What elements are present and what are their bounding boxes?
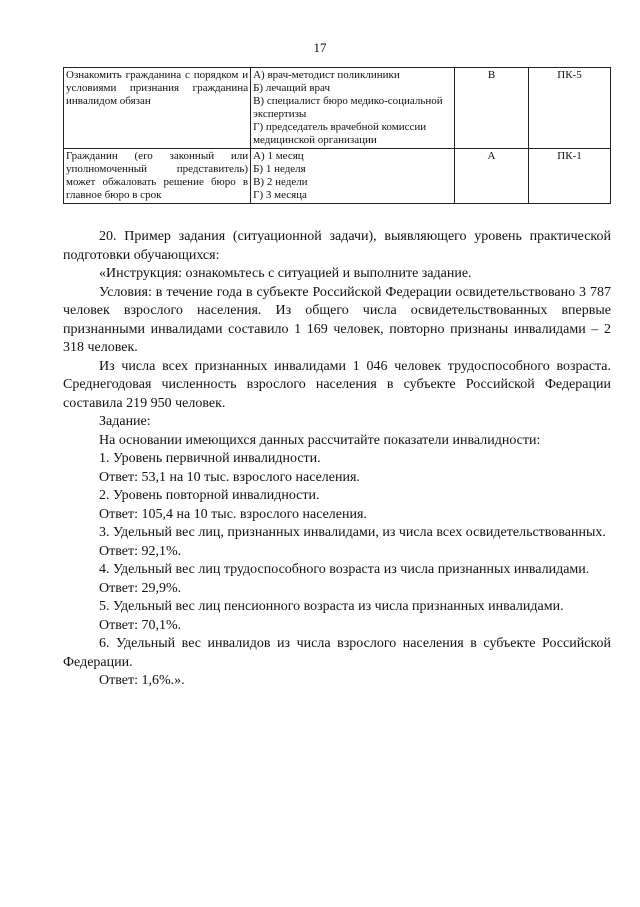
option: Б) 1 неделя	[253, 163, 306, 175]
option: Б) лечащий врач	[253, 82, 330, 94]
page-number: 17	[313, 40, 327, 55]
option: А) 1 месяц	[253, 150, 304, 162]
working-age-info: Из числа всех признанных инвалидами 1 046 человек трудоспособного возраста. Среднегодовая численность взрослого населения в субъекте Российской Федерации составила 219 950 человек.	[63, 358, 611, 411]
option: А) врач-методист поликлиники	[253, 69, 400, 81]
option: В) специалист бюро медико-социальной экспертизы	[253, 95, 443, 120]
task-intro: На основании имеющихся данных рассчитайте показатели инвалидности:	[99, 432, 541, 448]
answer-4: Ответ: 29,9%.	[99, 580, 182, 596]
question-6: 6. Удельный вес инвалидов из числа взрослого населения в субъекте Российской Федерации.	[63, 636, 611, 670]
test-items-table	[63, 67, 611, 204]
question-1: 1. Уровень первичной инвалидности.	[99, 451, 321, 466]
task-text	[63, 228, 611, 691]
answer-3: Ответ: 92,1%.	[99, 543, 182, 559]
question-5: 5. Удельный вес лиц пенсионного возраста из числа признанных инвалидами.	[99, 599, 564, 614]
table-row	[64, 68, 611, 149]
conditions: Условия: в течение года в субъекте Российской Федерации освидетельствовано 3 787 человек взрослого населения. Из общего числа освидетельствованных впервые признанными инвалидами составило 1 169 человек, повторно признаны инвалидами – 2 318 человек.	[63, 284, 611, 355]
paragraph-20: 20. Пример задания (ситуационной задачи), выявляющего уровень практической подготовки обучающихся:	[63, 229, 611, 263]
answer-cell: А	[455, 149, 529, 204]
answer-cell: В	[455, 68, 529, 149]
question-3: 3. Удельный вес лиц, признанных инвалидами, из числа всех освидетельствованных.	[99, 525, 606, 540]
answer-5: Ответ: 70,1%.	[99, 617, 182, 633]
question-cell: Гражданин (его законный или уполномоченный представитель) может обжаловать решение бюро в главное бюро в срок	[64, 149, 251, 204]
question-cell: Ознакомить гражданина с порядком и условиями признания гражданина инвалидом обязан	[64, 68, 251, 149]
competence-cell: ПК-1	[528, 149, 610, 204]
options-cell	[251, 68, 455, 149]
competence-cell: ПК-5	[528, 68, 610, 149]
answer-6: Ответ: 1,6%.».	[99, 673, 185, 688]
task-label: Задание:	[99, 414, 151, 429]
instruction: «Инструкция: ознакомьтесь с ситуацией и выполните задание.	[99, 266, 472, 281]
option: Г) 3 месяца	[253, 189, 307, 201]
answer-1: Ответ: 53,1 на 10 тыс. взрослого населения.	[99, 469, 360, 485]
options-cell	[251, 149, 455, 204]
question-2: 2. Уровень повторной инвалидности.	[99, 488, 320, 503]
answer-2: Ответ: 105,4 на 10 тыс. взрослого населения.	[99, 506, 367, 522]
option: В) 2 недели	[253, 176, 308, 188]
table-row	[64, 149, 611, 204]
option: Г) председатель врачебной комиссии медицинской организации	[253, 121, 427, 146]
question-4: 4. Удельный вес лиц трудоспособного возраста из числа признанных инвалидами.	[99, 562, 590, 577]
